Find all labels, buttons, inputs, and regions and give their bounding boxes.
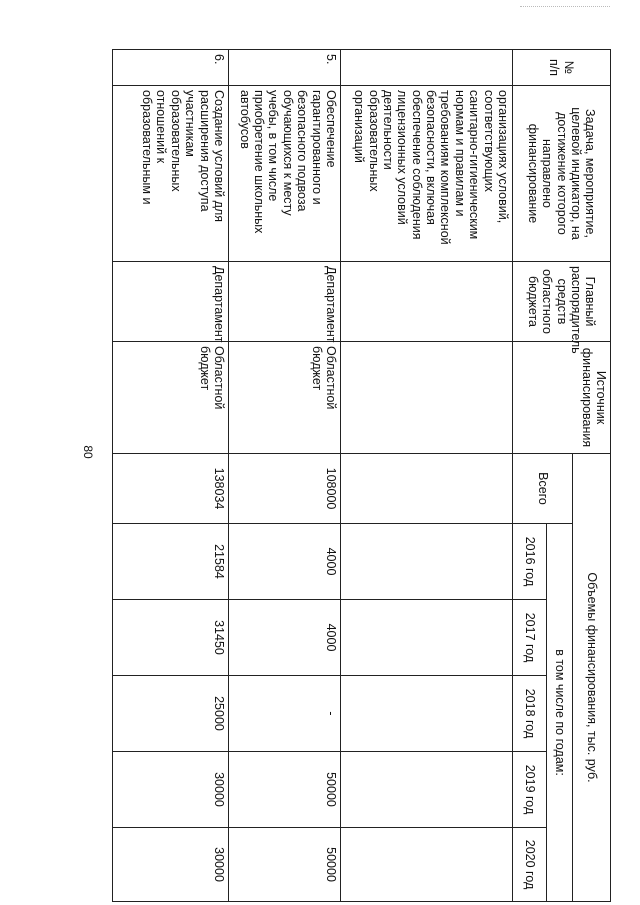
header-source: Источник финансирования xyxy=(513,342,611,454)
row-source: Областной бюджет xyxy=(229,342,341,454)
row-year-value xyxy=(341,676,513,752)
row-year-value xyxy=(341,524,513,600)
row-year-value: 30000 xyxy=(113,828,229,902)
row-source xyxy=(341,342,513,454)
row-year-value: 31450 xyxy=(113,600,229,676)
row-year-value xyxy=(341,752,513,828)
row-num: 6. xyxy=(113,50,229,86)
row-num: 5. xyxy=(229,50,341,86)
header-year: 2019 год xyxy=(513,752,547,828)
table-row xyxy=(341,50,513,902)
table-row xyxy=(113,50,229,902)
header-total: Всего xyxy=(513,454,573,524)
row-year-value: 30000 xyxy=(113,752,229,828)
header-year: 2016 год xyxy=(513,524,547,600)
row-year-value xyxy=(341,600,513,676)
scan-artifact xyxy=(520,6,610,9)
row-source: Областной бюджет xyxy=(113,342,229,454)
row-year-value: 25000 xyxy=(113,676,229,752)
header-year: 2017 год xyxy=(513,600,547,676)
row-manager: Департамент xyxy=(229,262,341,342)
row-year-value: 4000 xyxy=(229,524,341,600)
row-manager: Департамент xyxy=(113,262,229,342)
table-frame xyxy=(113,49,611,901)
row-task: Обеспечение гарантированного и безопасного подвоза обучающихся к месту учебы, в том числе приобретение школьных автобусов xyxy=(229,86,341,262)
row-task: организациях условий, соответствующих санитарно-гигиеническим нормам и правилам и требованиям комплексной безопасности, включая обеспечение соблюдения лицензионных условий деятельности образовательных организаций xyxy=(341,86,513,262)
header-manager: Главный распорядитель средств областного бюджета xyxy=(513,262,611,342)
row-year-value: 21584 xyxy=(113,524,229,600)
header-year: 2018 год xyxy=(513,676,547,752)
header-task: Задача, мероприятие, целевой индикатор, на достижение которого направлено финансирование xyxy=(513,86,611,262)
row-total: 138034 xyxy=(113,454,229,524)
row-year-value: - xyxy=(229,676,341,752)
row-year-value: 50000 xyxy=(229,828,341,902)
row-total: 108000 xyxy=(229,454,341,524)
row-year-value: 4000 xyxy=(229,600,341,676)
row-num xyxy=(341,50,513,86)
row-total xyxy=(341,454,513,524)
page-number: 80 xyxy=(81,445,95,459)
financing-table xyxy=(112,49,611,902)
row-year-value xyxy=(341,828,513,902)
row-manager xyxy=(341,262,513,342)
header-year: 2020 год xyxy=(513,828,547,902)
header-num: № п/п xyxy=(513,50,611,86)
table-row xyxy=(229,50,341,902)
row-task: Создание условий для расширения доступа участникам образовательных отношений к образовательным и xyxy=(113,86,229,262)
row-year-value: 50000 xyxy=(229,752,341,828)
header-by-years: в том числе по годам: xyxy=(547,524,573,902)
header-volumes: Объемы финансирования, тыс. руб. xyxy=(573,454,611,902)
